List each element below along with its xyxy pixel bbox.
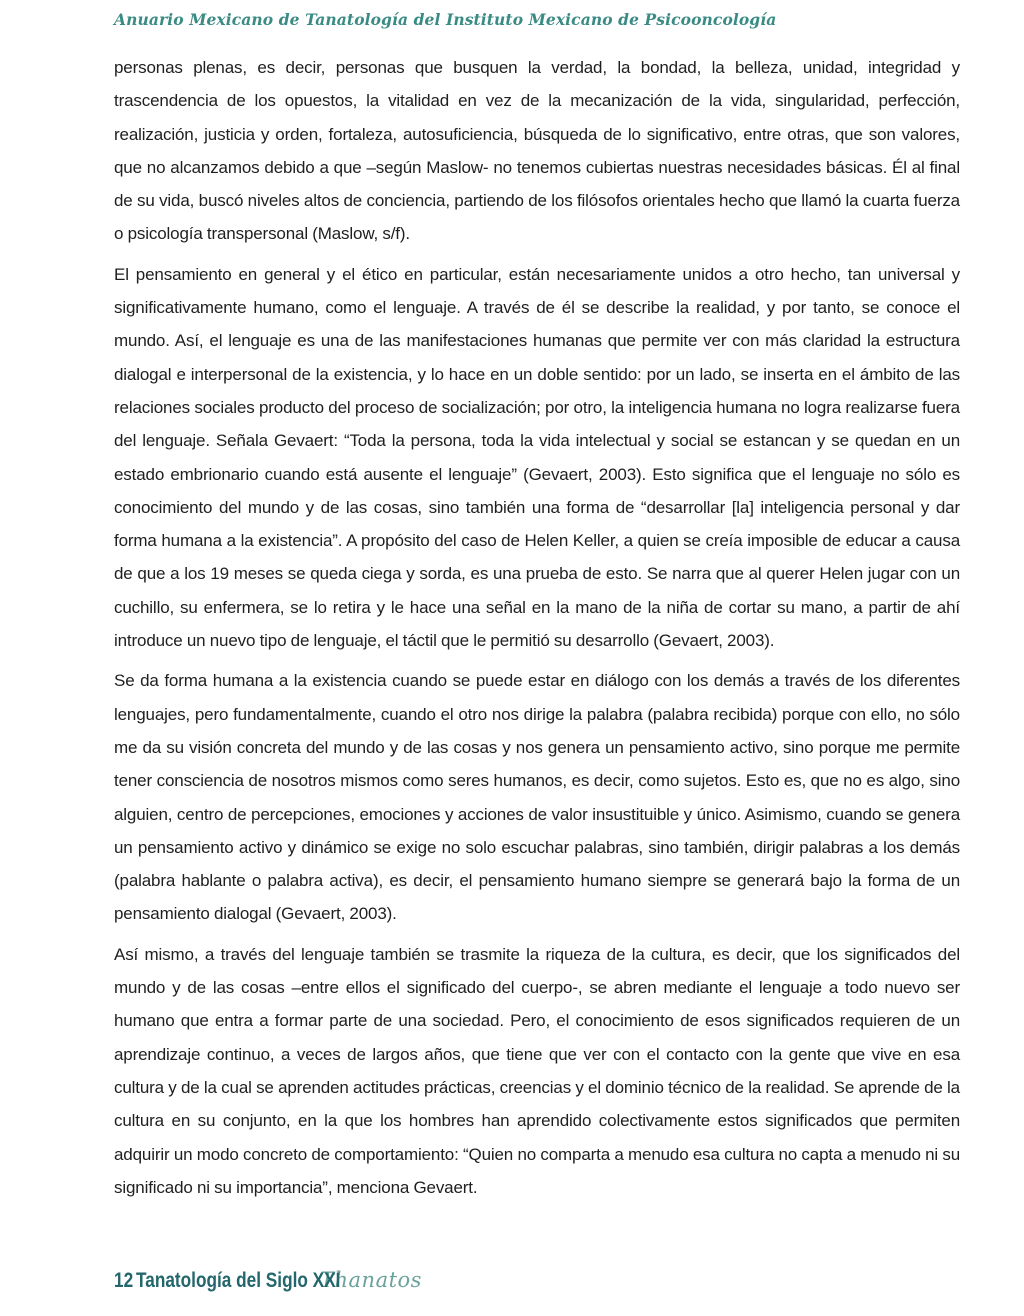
running-header-title: Anuario Mexicano de Tanatología del Instituto Mexicano de Psicooncología	[114, 10, 777, 29]
paragraph-2: El pensamiento en general y el ético en particular, están necesariamente unidos a otro hecho, tan universal y significativamente humano, como el lenguaje. A través de él se describe la realidad, y por tanto, se conoce el mundo. Así, el lenguaje es una de las manifestaciones humanas que permite ver con más claridad la estructura dialogal e interpersonal de la existencia, y lo hace en un doble sentido: por un lado, se inserta en el ámbito de las relaciones sociales producto del proceso de socialización; por otro, la inteligencia humana no logra realizarse fuera del lenguaje. Señala Gevaert: “Toda la persona, toda la vida intelectual y social se estancan y se quedan en un estado embrionario cuando está ausente el lenguaje” (Gevaert, 2003). Esto significa que el lenguaje no sólo es conocimiento del mundo y de las cosas, sino también una forma de “desarrollar [la] inteligencia personal y dar forma humana a la existencia”. A propósito del caso de Helen Keller, a quien se creía imposible de educar a causa de que a los 19 meses se queda ciega y sorda, es una prueba de esto. Se narra que al querer Helen jugar con un cuchillo, su enfermera, se lo retira y le hace una señal en la mano de la niña de cortar su mano, a partir de ahí introduce un nuevo tipo de lenguaje, el táctil que le permitió su desarrollo (Gevaert, 2003).	[114, 264, 960, 651]
article-body	[114, 51, 960, 1211]
thanatos-logo: Thanatos	[320, 1268, 422, 1292]
page-number: 12	[114, 1269, 134, 1292]
page-footer	[114, 1268, 422, 1293]
paragraph-3: Se da forma humana a la existencia cuando se puede estar en diálogo con los demás a través de los diferentes lenguajes, pero fundamentalmente, cuando el otro nos dirige la palabra (palabra recibida) porque con ello, no sólo me da su visión concreta del mundo y de las cosas y nos genera un pensamiento activo, sino porque me permite tener consciencia de nosotros mismos como seres humanos, es decir, como sujetos. Esto es, que no es algo, sino alguien, centro de percepciones, emociones y acciones de valor insustituible y único. Asimismo, cuando se genera un pensamiento activo y dinámico se exige no solo escuchar palabras, sino también, dirigir palabras a los demás (palabra hablante o palabra activa), es decir, el pensamiento humano siempre se generará bajo la forma de un pensamiento dialogal (Gevaert, 2003).	[114, 671, 960, 924]
paragraph-4: Así mismo, a través del lenguaje también se trasmite la riqueza de la cultura, es decir, que los significados del mundo y de las cosas –entre ellos el significado del cuerpo-, se abren mediante el lenguaje a todo nuevo ser humano que entra a formar parte de una sociedad. Pero, el conocimiento de esos significados requieren de un aprendizaje continuo, a veces de largos años, que tiene que ver con el contacto con la gente que vive en esa cultura y de la cual se aprenden actitudes prácticas, creencias y el dominio técnico de la realidad. Se aprende de la cultura en su conjunto, en la que los hombres han aprendido colectivamente estos significados que permiten adquirir un modo concreto de comportamiento: “Quien no comparta a menudo esa cultura no capta a menudo ni su significado ni su importancia”, menciona Gevaert.	[114, 944, 960, 1197]
journal-name: Tanatología del Siglo XXI	[136, 1269, 341, 1292]
paragraph-1: personas plenas, es decir, personas que busquen la verdad, la bondad, la belleza, unidad, integridad y trascendencia de los opuestos, la vitalidad en vez de la mecanización de la vida, singularidad, perfección, realización, justicia y orden, fortaleza, autosuficiencia, búsqueda de lo significativo, entre otras, que son valores, que no alcanzamos debido a que –según Maslow- no tenemos cubiertas nuestras necesidades básicas. Él al final de su vida, buscó niveles altos de conciencia, partiendo de los filósofos orientales hecho que llamó la cuarta fuerza o psicología transpersonal (Maslow, s/f).	[114, 58, 960, 244]
